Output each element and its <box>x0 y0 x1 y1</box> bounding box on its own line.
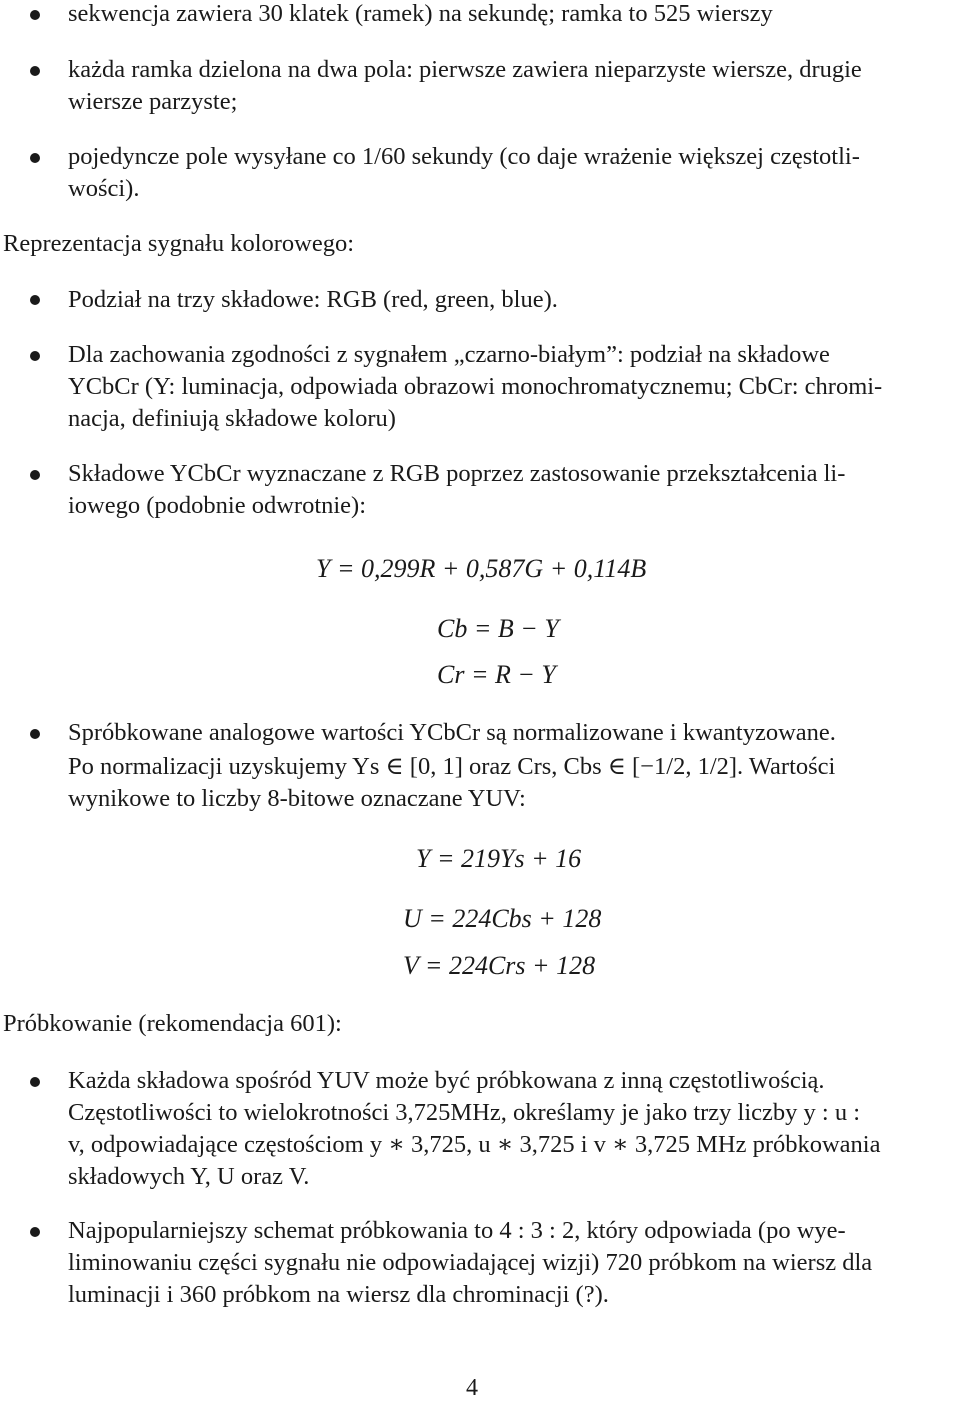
equation: Y = 219Ys + 16 <box>416 844 582 873</box>
bullet <box>30 66 40 76</box>
text-line: Po normalizacji uzyskujemy Ys ∈ [0, 1] oraz Crs, Cbs ∈ [−1/2, 1/2]. Wartości <box>68 753 836 780</box>
section-heading: Próbkowanie (rekomendacja 601): <box>3 1010 342 1037</box>
text-line: Składowe YCbCr wyznaczane z RGB poprzez zastosowanie przekształcenia li- <box>68 460 846 487</box>
equation: Cb = B − Y <box>437 614 559 643</box>
text-line: luminacji i 360 próbkom na wiersz dla chrominacji (?). <box>68 1281 609 1308</box>
equation: Cr = R − Y <box>437 660 556 689</box>
text-line: YCbCr (Y: luminacja, odpowiada obrazowi monochromatycznemu; CbCr: chromi- <box>68 373 883 400</box>
text-line: sekwencja zawiera 30 klatek (ramek) na sekundę; ramka to 525 wierszy <box>68 0 773 27</box>
bullet <box>30 153 40 163</box>
text-line: nacja, definiują składowe koloru) <box>68 405 396 432</box>
text-line: iowego (podobnie odwrotnie): <box>68 492 367 519</box>
text-line: Podział na trzy składowe: RGB (red, green, blue). <box>68 286 558 313</box>
bullet <box>30 470 40 480</box>
text-line: Każda składowa spośród YUV może być próbkowana z inną częstotliwością. <box>68 1067 825 1094</box>
equation: Y = 0,299R + 0,587G + 0,114B <box>316 554 647 583</box>
bullet <box>30 1227 40 1237</box>
bullet <box>30 1077 40 1087</box>
bullet <box>30 10 40 20</box>
equation: U = 224Cbs + 128 <box>403 904 602 933</box>
text-line: każda ramka dzielona na dwa pola: pierwsze zawiera nieparzyste wiersze, drugie <box>68 56 862 83</box>
text-line: Dla zachowania zgodności z sygnałem „czarno-białym”: podział na składowe <box>68 341 830 368</box>
text-line: wynikowe to liczby 8-bitowe oznaczane YUV: <box>68 785 526 812</box>
equation: V = 224Crs + 128 <box>403 951 596 980</box>
text-line: pojedyncze pole wysyłane co 1/60 sekundy (co daje wrażenie większej częstotli- <box>68 143 860 170</box>
text-line: v, odpowiadające częstościom y ∗ 3,725, u ∗ 3,725 i v ∗ 3,725 MHz próbkowania <box>68 1131 881 1158</box>
text-line: wiersze parzyste; <box>68 88 238 115</box>
bullet <box>30 351 40 361</box>
text-line: wości). <box>68 175 140 202</box>
page-number: 4 <box>466 1375 478 1401</box>
text-line: Najpopularniejszy schemat próbkowania to 4 : 3 : 2, który odpowiada (po wye- <box>68 1217 846 1244</box>
text-line: liminowaniu części sygnału nie odpowiadającej wizji) 720 próbkom na wiersz dla <box>68 1249 873 1276</box>
section-heading: Reprezentacja sygnału kolorowego: <box>3 230 355 257</box>
text-line: składowych Y, U oraz V. <box>68 1163 310 1190</box>
text-line: Spróbkowane analogowe wartości YCbCr są normalizowane i kwantyzowane. <box>68 719 836 746</box>
bullet <box>30 295 40 305</box>
text-line: Częstotliwości to wielokrotności 3,725MHz, określamy je jako trzy liczby y : u : <box>68 1099 861 1126</box>
bullet <box>30 729 40 739</box>
